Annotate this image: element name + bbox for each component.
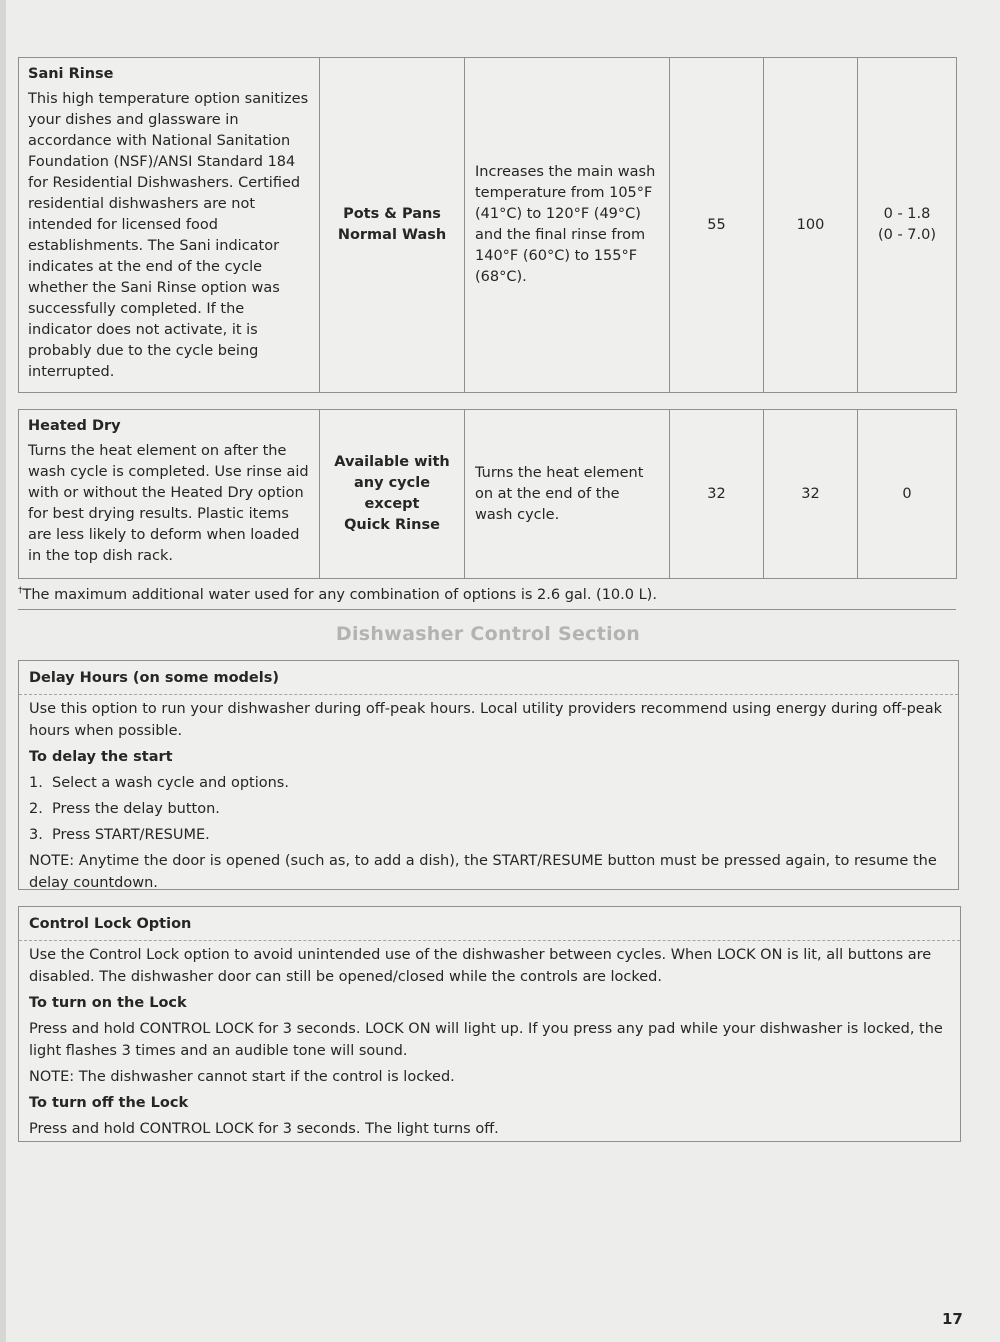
option-value-2: 32 <box>764 410 858 579</box>
lock-off-heading: To turn off the Lock <box>29 1095 189 1111</box>
section-title: Dishwasher Control Section <box>335 623 641 645</box>
cycle-line: any cycle <box>353 475 431 491</box>
delay-hours-body <box>19 695 958 894</box>
option-effect: Increases the main wash temperature from 105°F (41°C) to 120°F (49°C) and the final rinse from 140°F (60°C) to 155°F (68°C). <box>465 58 670 393</box>
option-value-1: 55 <box>670 58 764 393</box>
option-value-2: 100 <box>764 58 858 393</box>
delay-hours-title: Delay Hours (on some models) <box>19 661 958 695</box>
option-cycles-cell <box>320 58 465 393</box>
option-value-3-metric: (0 - 7.0) <box>877 227 937 243</box>
option-description: Turns the heat element on after the wash cycle is completed. Use rinse aid with or without the Heated Dry option for best drying results. Plastic items are less likely to deform when loaded in the top dish rack. <box>28 443 309 564</box>
list-item: 2. Press the delay button. <box>29 801 220 817</box>
lock-note: NOTE: The dishwasher cannot start if the control is locked. <box>29 1069 455 1085</box>
footnote <box>18 584 956 610</box>
page-number: 17 <box>942 1310 963 1328</box>
control-lock-intro: Use the Control Lock option to avoid unintended use of the dishwasher between cycles. When LOCK ON is lit, all buttons are disabled. The dishwasher door can still be opened/closed while the controls are locked. <box>29 947 932 985</box>
list-item: 1. Select a wash cycle and options. <box>29 775 289 791</box>
lock-off-text: Press and hold CONTROL LOCK for 3 seconds. The light turns off. <box>29 1121 499 1137</box>
option-effect: Turns the heat element on at the end of the wash cycle. <box>465 410 670 579</box>
option-value-1: 32 <box>670 410 764 579</box>
footnote-mark: † <box>18 586 23 596</box>
delay-start-heading: To delay the start <box>29 749 173 765</box>
footnote-text: The maximum additional water used for any combination of options is 2.6 gal. (10.0 L). <box>22 586 657 603</box>
option-name: Sani Rinse <box>28 66 114 82</box>
control-lock-box <box>18 906 961 1142</box>
option-value-3-cell <box>858 58 957 393</box>
list-item: 3. Press START/RESUME. <box>29 827 210 843</box>
cycle-line: Pots & Pans <box>343 206 441 222</box>
sani-rinse-table <box>18 57 957 393</box>
cycle-line: Available with <box>334 454 450 470</box>
delay-steps <box>29 772 948 846</box>
table-row <box>19 410 957 579</box>
option-value-3: 0 <box>902 485 912 502</box>
delay-hours-intro: Use this option to run your dishwasher during off-peak hours. Local utility providers recommend using energy during off-peak hours when possible. <box>29 701 942 739</box>
table-row <box>19 58 957 393</box>
lock-on-heading: To turn on the Lock <box>29 995 187 1011</box>
heated-dry-table <box>18 409 957 579</box>
lock-on-text: Press and hold CONTROL LOCK for 3 seconds. LOCK ON will light up. If you press any pad while your dishwasher is locked, the light flashes 3 times and an audible tone will sound. <box>29 1021 943 1059</box>
control-lock-body <box>19 941 960 1140</box>
control-lock-title: Control Lock Option <box>19 907 960 941</box>
cycle-line: except <box>364 496 420 512</box>
option-name: Heated Dry <box>28 418 121 434</box>
option-description: This high temperature option sanitizes your dishes and glassware in accordance with National Sanitation Foundation (NSF)/ANSI Standard 184 for Residential Dishwashers. Certified residential dishwashers are not intended for licensed food establishments. The Sani indicator indicates at the end of the cycle whether the Sani Rinse option was successfully completed. If the indicator does not activate, it is probably due to the cycle being interrupted. <box>28 91 309 380</box>
delay-note: NOTE: Anytime the door is opened (such as, to add a dish), the START/RESUME button must be pressed again, to resume the delay countdown. <box>29 853 937 891</box>
cycle-line: Normal Wash <box>337 227 447 243</box>
option-description-cell <box>19 410 320 579</box>
option-cycles-cell <box>320 410 465 579</box>
option-value-3: 0 - 1.8 <box>883 206 931 222</box>
delay-hours-box <box>18 660 959 890</box>
option-value-3-cell <box>858 410 957 579</box>
option-description-cell <box>19 58 320 393</box>
cycle-line: Quick Rinse <box>344 517 440 533</box>
scan-edge <box>0 0 6 1342</box>
